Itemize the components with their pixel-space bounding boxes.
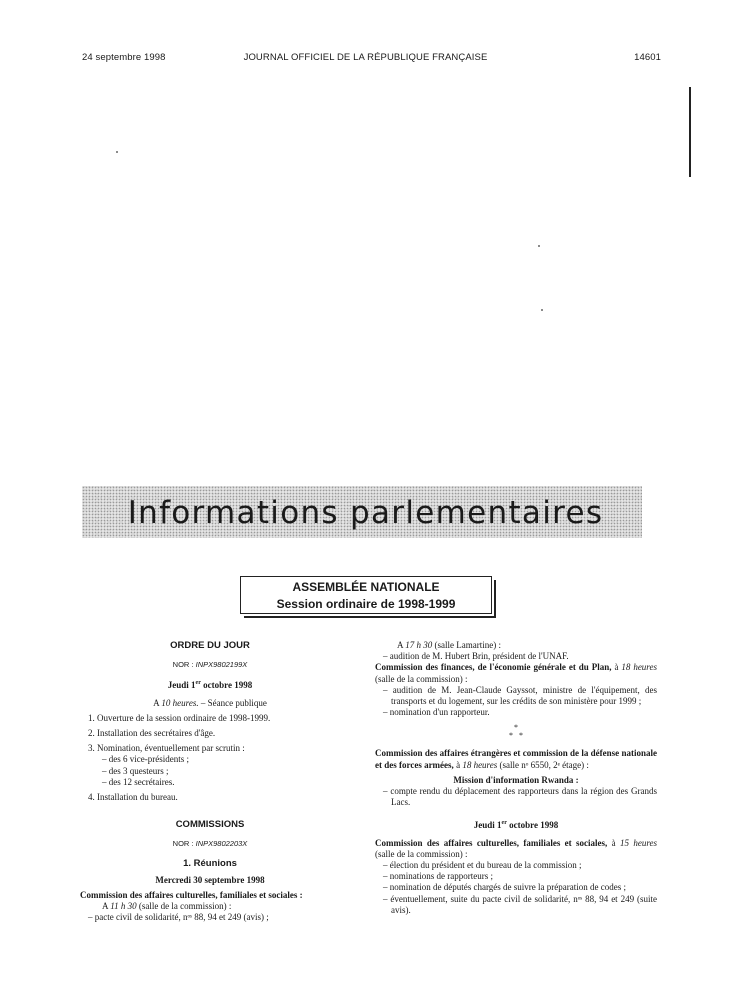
session-title: Session ordinaire de 1998-1999 [276,597,456,611]
commission-paragraph [375,748,657,770]
meeting-time: 17 h 30 [405,640,433,650]
time-prefix: à [611,662,622,673]
meeting-time-line [80,901,340,912]
time-prefix: à [453,759,463,770]
date-heading [80,678,340,691]
agenda-item: – nomination de députés chargés de suivre la préparation de codes ; [383,882,627,893]
assembly-name: ASSEMBLÉE NATIONALE [292,580,440,594]
agenda-subitem: – des 12 secrétaires. [102,776,175,787]
agenda-item: – élection du président et du bureau de la commission ; [383,860,582,871]
seance-line: A 10 heures. – Séance publique [153,697,267,708]
agenda-item: 2. Installation des secrétaires d'âge. [88,728,216,739]
left-column [80,640,340,924]
scan-speck [541,309,543,311]
seance-time: 10 heures. [161,697,199,708]
date-heading: Mercredi 30 septembre 1998 [155,874,265,885]
header-page-number: 14601 [634,52,661,63]
meeting-place: (salle Lamartine) : [432,640,501,650]
meeting-place: (salle de la commission) : [375,848,468,859]
agenda-item: 3. Nomination, éventuellement par scrutin : [88,743,245,754]
scan-speck [116,151,118,153]
meeting-place: (salle de la commission) : [375,673,468,684]
commission-name: Commission des affaires culturelles, familiales et sociales : [80,890,303,901]
meeting-time: 18 heures [462,759,498,770]
scan-speck [538,245,540,247]
nor-reference [80,659,340,670]
time-prefix: A [397,640,406,650]
commission-name: Commission des affaires étrangères et commission de la défense nationale et des forces armées, [375,748,657,770]
meeting-time: 15 heures [619,837,657,848]
commission-paragraph [375,662,657,684]
date-text: octobre 1998 [506,820,559,831]
seance-text: – Séance publique [198,697,267,708]
date-text: octobre 1998 [200,680,253,691]
agenda-item: 4. Installation du bureau. [88,792,178,803]
commission-name: Commission des finances, de l'économie générale et du Plan, [375,662,612,673]
agenda-item: – audition de M. Jean-Claude Gayssot, ministre de l'équipement, des transports et du logement, sur les crédits de son ministère pour 1999 ; [383,684,657,707]
nor-code: INPX9802199X [195,660,248,670]
section-banner-title: Informations parlementaires [127,495,604,531]
reunions-heading: 1. Réunions [183,857,237,869]
nor-label: NOR : [172,839,194,849]
agenda-subitem: – des 6 vice-présidents ; [102,754,189,765]
assembly-session-box [240,576,492,614]
time-prefix: à [607,837,620,848]
commission-name: Commission des affaires culturelles, familiales et sociales, [375,837,608,848]
meeting-time: 18 heures [621,662,657,673]
meeting-place: (salle nᵒ 6550, 2ᵉ étage) : [497,759,589,770]
time-prefix: A [102,901,111,912]
agenda-subitem: – des 3 questeurs ; [102,765,169,776]
commission-paragraph [375,838,657,860]
separator-asterism: * * * [509,723,523,741]
agenda-item: – compte rendu du déplacement des rapporteurs dans la région des Grands Lacs. [383,786,657,808]
nor-label: NOR : [172,660,194,670]
date-text: Jeudi 1 [167,680,196,691]
agenda-item: 1. Ouverture de la session ordinaire de 1998-1999. [88,712,271,723]
meeting-place: (salle de la commission) : [136,901,232,912]
nor-reference [80,838,340,849]
margin-scan-rule [689,87,691,177]
commissions-heading: COMMISSIONS [175,819,245,831]
header-date: 24 septembre 1998 [82,52,166,63]
agenda-item: – éventuellement, suite du pacte civil de solidarité, nᵒˢ 88, 94 et 249 (suite avis). [383,893,657,915]
date-superscript: er [501,820,507,827]
right-column [375,640,657,916]
agenda-item: – pacte civil de solidarité, nᵒˢ 88, 94 et 249 (avis) ; [88,912,269,923]
header-journal-title: JOURNAL OFFICIEL DE LA RÉPUBLIQUE FRANÇAISE [243,52,488,63]
date-heading [375,818,657,831]
ordre-du-jour-heading: ORDRE DU JOUR [170,640,250,651]
mission-heading: Mission d'information Rwanda : [453,774,579,785]
meeting-time: 11 h 30 [110,901,137,912]
date-text: Jeudi 1 [473,820,502,831]
agenda-item: – nomination d'un rapporteur. [383,707,490,718]
nor-code: INPX9802203X [195,839,248,849]
date-superscript: er [195,680,201,687]
agenda-item: – nominations de rapporteurs ; [383,871,493,882]
agenda-item: – audition de M. Hubert Brin, président de l'UNAF. [383,651,569,662]
meeting-time-line [375,640,657,651]
